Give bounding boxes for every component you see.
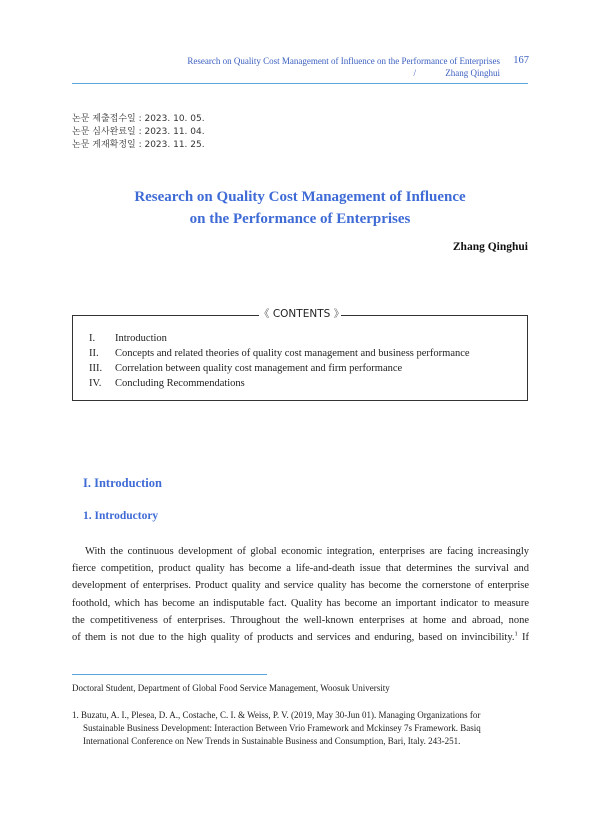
footnote-divider bbox=[72, 674, 267, 675]
title-line-2: on the Performance of Enterprises bbox=[189, 211, 411, 227]
body-paragraph bbox=[72, 543, 529, 646]
toc-item bbox=[89, 376, 470, 391]
paragraph-line: fierce competition, product quality has become a life-and-death issue that determines the survival and bbox=[72, 563, 529, 575]
footnote-line: International Conference on New Trends in Sustainable Business and Consumption, Bari, Italy. 243-251. bbox=[83, 736, 461, 746]
paragraph-line: With the continuous development of global economic integration, enterprises are facing increasingly bbox=[85, 546, 529, 557]
title-line-1: Research on Quality Cost Management of Influence bbox=[134, 189, 466, 205]
footnote bbox=[72, 709, 528, 748]
toc-item-text: Concepts and related theories of quality cost management and business performance bbox=[115, 348, 470, 359]
toc-item-text: Concluding Recommendations bbox=[115, 378, 245, 389]
running-author: / Zhang Qinghui bbox=[413, 68, 500, 78]
toc-item bbox=[89, 331, 470, 346]
paragraph-line-text: of them is not due to the high quality of products and services and enduring, based on invincibility. bbox=[72, 632, 515, 644]
footnote-reference[interactable]: 1 bbox=[514, 630, 518, 638]
toc-item-number: IV. bbox=[89, 378, 102, 389]
author-name: Zhang Qinghui bbox=[452, 241, 528, 253]
footnote-line: 1. Buzatu, A. I., Plesea, D. A., Costache, C. I. & Weiss, P. V. (2019, May 30-Jun 01). Managing Organizations for bbox=[72, 710, 481, 720]
table-of-contents bbox=[89, 331, 470, 391]
running-title: Research on Quality Cost Management of Influence on the Performance of Enterprises bbox=[187, 56, 500, 66]
subsection-heading: 1. Introductory bbox=[83, 510, 159, 522]
section-heading: I. Introduction bbox=[83, 476, 162, 490]
paper-title bbox=[72, 186, 528, 230]
submission-dates bbox=[72, 113, 205, 152]
paragraph-line: development of enterprises. Product quality and service quality has become the cornerstone of enterprise bbox=[72, 580, 529, 592]
toc-item bbox=[89, 346, 470, 361]
date-reviewed: 논문 심사완료일 : 2023. 11. 04. bbox=[72, 127, 205, 137]
running-header bbox=[72, 55, 500, 79]
footnote-line: Sustainable Business Development: Interaction Between Vrio Framework and Mckinsey 7s Framework. Basiq bbox=[83, 723, 481, 733]
author-affiliation: Doctoral Student, Department of Global Food Service Management, Woosuk University bbox=[72, 683, 390, 693]
paragraph-line: the competitiveness of enterprises. Throughout the well-known enterprises at home and abroad, none bbox=[72, 614, 529, 626]
toc-item-number: II. bbox=[89, 348, 99, 359]
date-submitted: 논문 제출접수일 : 2023. 10. 05. bbox=[72, 114, 205, 124]
toc-item bbox=[89, 361, 470, 376]
toc-item-number: III. bbox=[89, 363, 103, 374]
contents-label: 《 CONTENTS 》 bbox=[259, 308, 345, 320]
toc-item-number: I. bbox=[89, 333, 96, 344]
toc-item-text: Correlation between quality cost management and firm performance bbox=[115, 363, 403, 374]
trailing-word: If bbox=[522, 632, 529, 644]
toc-item-text: Introduction bbox=[115, 333, 167, 344]
paragraph-line-last bbox=[72, 629, 529, 646]
paragraph-line: foothold, which has become an indisputable fact. Quality has become an important indicator to measure bbox=[72, 597, 529, 609]
date-accepted: 논문 게재확정일 : 2023. 11. 25. bbox=[72, 140, 205, 150]
page-number: 167 bbox=[513, 55, 529, 66]
header-divider bbox=[72, 83, 528, 84]
